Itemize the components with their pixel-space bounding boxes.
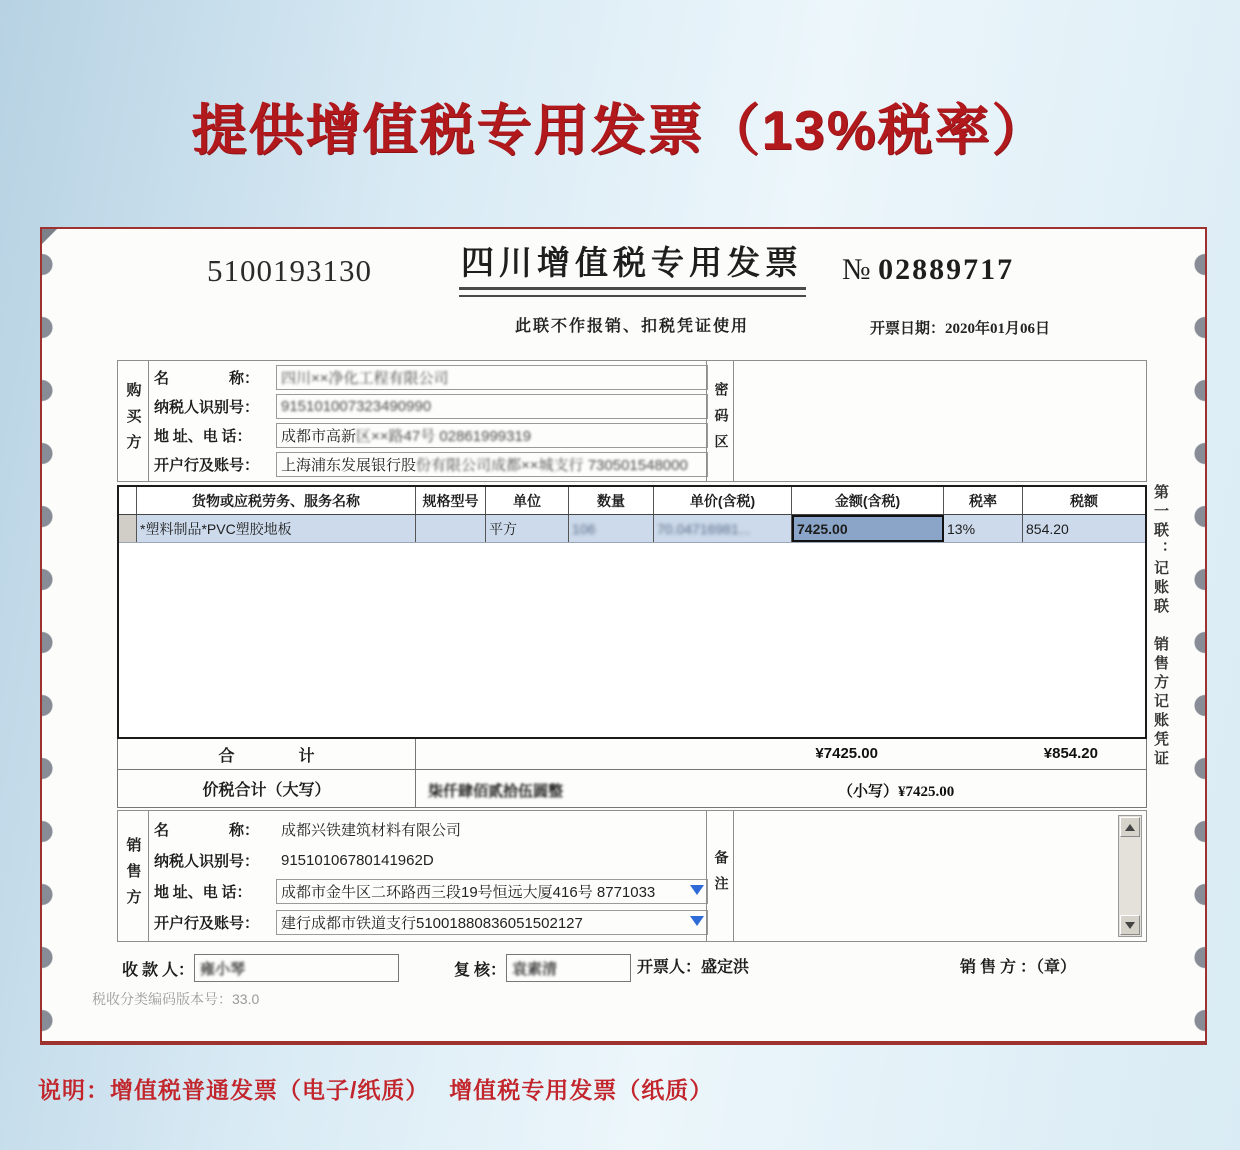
totals-row [117, 739, 1147, 770]
invoice-number [842, 253, 1014, 287]
goods-table [117, 485, 1147, 739]
payee-value: 雍小琴 [200, 961, 246, 978]
bottom-note: 说明：增值税普通发票（电子/纸质） 增值税专用发票（纸质） [38, 1077, 714, 1103]
cell-qty[interactable] [569, 515, 654, 542]
grand-total-label: 价税合计（大写） [118, 770, 416, 807]
seller-seal-label: 销 售 方 ：（章） [960, 959, 1077, 976]
seller-bank-value: 建行成都市铁道支行51001880836051502127 [281, 915, 583, 932]
seller-taxid-label: 纳税人识别号： [154, 854, 260, 870]
seller-name-label: 名 称： [154, 823, 260, 839]
reviewer-input[interactable] [506, 954, 631, 982]
cell-tax-rate[interactable]: 13% [944, 515, 1023, 542]
drawer-value: 盛定洪 [701, 959, 750, 976]
col-amount: 金额(含税) [792, 487, 944, 514]
reviewer-label: 复 核： [454, 961, 507, 979]
seller-section [117, 810, 1147, 942]
buyer-name-value: 四川××净化工程有限公司 [281, 370, 449, 387]
reviewer-group [454, 954, 631, 982]
cell-goods-name[interactable]: *塑料制品*PVC塑胶地板 [137, 515, 416, 542]
invoice-number-value: 02889717 [878, 253, 1015, 286]
payee-group [122, 954, 399, 982]
seller-name-value: 成都兴铁建筑材料有限公司 [281, 822, 462, 839]
scroll-down-button[interactable] [1120, 915, 1140, 935]
seller-side-label: 销售方 [118, 811, 149, 941]
buyer-address-field[interactable] [276, 423, 708, 448]
total-tax: ¥854.20 [1043, 745, 1098, 762]
numero-sign: № [842, 253, 871, 286]
perforation-holes-left [42, 233, 55, 1037]
buyer-section [117, 360, 1147, 482]
buyer-address-label: 地 址、电 话： [154, 429, 252, 445]
col-unit: 单位 [486, 487, 569, 514]
page-title: 提供增值税专用发票（13%税率） [191, 99, 1049, 161]
remark-label: 备注 [712, 850, 728, 902]
perforation-holes-right [1192, 233, 1205, 1037]
password-zone-area [734, 361, 1146, 481]
seller-address-dropdown-icon[interactable] [690, 885, 704, 895]
scroll-up-button[interactable] [1120, 817, 1140, 837]
title-double-rule [459, 287, 806, 297]
seller-address-value: 成都市金牛区二环路西三段19号恒远大厦416号 8771033 [281, 884, 656, 901]
scroll-down-icon [1125, 922, 1135, 929]
cell-unit[interactable]: 平方 [486, 515, 569, 542]
goods-table-row[interactable] [119, 515, 1145, 543]
qty-value: 106 [572, 520, 596, 537]
seller-address-label: 地 址、电 话： [154, 885, 252, 901]
buyer-bank-field[interactable] [276, 452, 708, 477]
buyer-bank-blurred: 份有限公司成都××城支行 730501548000 [416, 457, 688, 474]
seller-name-field [276, 817, 708, 842]
buyer-bank-clear: 上海浦东发展银行股 [281, 457, 417, 474]
buyer-address-blurred: 区××路47号 02861999319 [356, 428, 532, 445]
col-goods-name: 货物或应税劳务、服务名称 [137, 487, 416, 514]
header-stub-cell [119, 487, 137, 514]
seller-address-field[interactable] [276, 879, 708, 904]
col-tax-rate: 税率 [944, 487, 1023, 514]
reviewer-value: 袁素清 [512, 961, 558, 978]
payee-input[interactable] [194, 954, 399, 982]
remark-area [734, 811, 1146, 941]
invoice-code: 5100193130 [207, 253, 372, 288]
goods-table-header [119, 487, 1145, 515]
remark-scrollbar[interactable] [1118, 815, 1142, 937]
seller-taxid-field [276, 848, 708, 873]
invoice-sheet [40, 227, 1207, 1045]
seller-taxid-value: 91510106780141962D [281, 852, 434, 869]
buyer-address-clear: 成都市高新 [281, 428, 357, 445]
buyer-taxid-label: 纳税人识别号： [154, 400, 260, 416]
payee-label: 收 款 人： [122, 961, 195, 979]
seller-bank-label: 开户行及账号： [154, 916, 260, 932]
cell-spec[interactable] [416, 515, 486, 542]
seller-bank-field[interactable] [276, 910, 708, 935]
unit-price-value: 70.04716981... [657, 520, 751, 537]
copy-label: 第一联：记账联 销售方记账凭证 [1152, 484, 1168, 769]
col-tax: 税额 [1070, 492, 1098, 509]
buyer-name-field[interactable] [276, 365, 708, 390]
tax-classification-version-note: 税收分类编码版本号：33.0 [92, 991, 260, 1007]
col-unit-price: 单价(含税) [654, 487, 792, 514]
drawer-group [637, 954, 749, 977]
buyer-bank-label: 开户行及账号： [154, 458, 260, 474]
invoice-subtitle: 此联不作报销、扣税凭证使用 [514, 318, 749, 335]
password-zone-label: 密码区 [712, 382, 728, 460]
buyer-taxid-field[interactable] [276, 394, 708, 419]
cell-tax[interactable]: 854.20 [1026, 520, 1069, 537]
cell-unit-price[interactable] [654, 515, 792, 542]
buyer-side-label: 购买方 [118, 361, 149, 481]
cell-amount-selected[interactable]: 7425.00 [792, 515, 944, 542]
amount-in-figures: （小写）¥7425.00 [838, 784, 955, 800]
invoice-title: 四川增值税专用发票 [461, 246, 803, 282]
buyer-taxid-value: 915101007323490990 [281, 398, 432, 415]
buyer-name-label: 名 称： [154, 371, 260, 387]
total-amount: ¥7425.00 [815, 745, 878, 762]
grand-total-row [117, 770, 1147, 808]
col-spec: 规格型号 [416, 487, 486, 514]
drawer-label: 开票人： [637, 959, 702, 976]
row-stub-cell[interactable] [119, 515, 137, 542]
scroll-up-icon [1125, 824, 1135, 831]
col-qty: 数量 [569, 487, 654, 514]
totals-label: 合 计 [118, 739, 416, 769]
invoice-date: 开票日期：2020年01月06日 [870, 321, 1051, 337]
amount-in-words: 柒仟肆佰贰拾伍圆整 [428, 783, 564, 800]
seller-bank-dropdown-icon[interactable] [690, 916, 704, 926]
